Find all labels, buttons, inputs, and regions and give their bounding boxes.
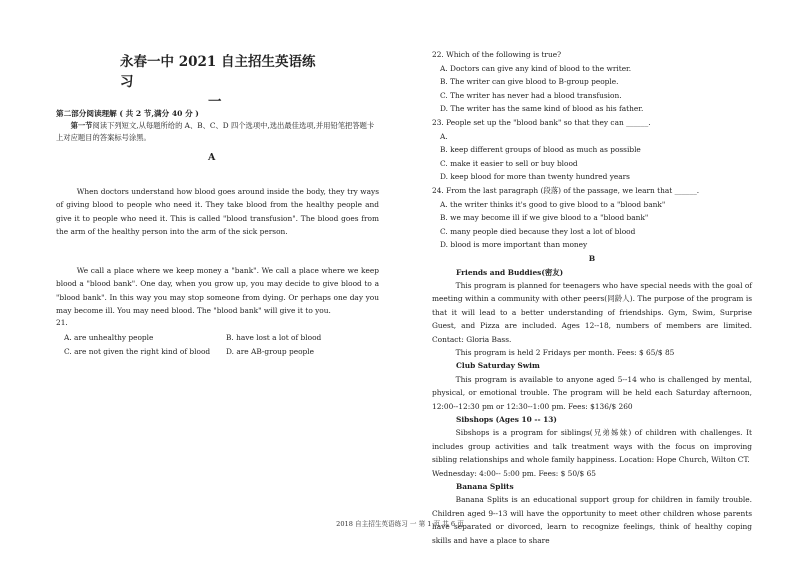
option: B. we may become ill if we give blood to a "blood bank": [440, 213, 649, 223]
program-friends-and-buddies: [432, 266, 752, 360]
program-heading: Banana Splits: [456, 482, 514, 491]
program-club-saturday-swim: [432, 359, 752, 413]
program-heading: Sibshops (Ages 10 -- 13): [456, 414, 557, 424]
option: A.: [440, 131, 448, 141]
question-stem: 22. Which of the following is true?: [432, 50, 562, 59]
program-sibshops: [432, 413, 752, 480]
passage-a-paragraph-1: When doctors understand how blood goes around inside the body, they try ways of giving blood to people who need it. They take blood from the healthy people and give it to people who need it. This is called "blood transfusion". The blood goes from the arm of the healthy person into the arm of the sick person.: [56, 187, 379, 237]
instruction-bold: 第一节: [70, 121, 93, 130]
program-heading: Friends and Buddies(密友): [456, 267, 564, 277]
options-row: [64, 345, 379, 359]
option-b: B. have lost a lot of blood: [226, 333, 322, 342]
program-body: This program is available to anyone aged 5--14 who is challenged by mental, physical, or emotional trouble. The program will be held each Saturday afternoon, 12:00--12:30 pm or 12:30--1:00 pm. Fees: $136/$ 260: [432, 374, 752, 411]
question-stem: 23. People set up the "blood bank" so that they can ______.: [432, 117, 651, 127]
question-21-options: [64, 331, 379, 359]
program-heading: Club Saturday Swim: [456, 361, 540, 371]
program-body: Banana Splits is an educational support group for children in family trouble. Children aged 9--13 will have the opportunity to meet other children whose parents have separated or divorced, learn to recognize feelings, think of healthy coping skills and have a place to share: [432, 495, 752, 545]
options-row: [64, 331, 379, 345]
question-23: [432, 116, 752, 184]
right-column: [432, 48, 752, 547]
section-instruction: [56, 120, 379, 144]
program-body: This program is planned for teenagers who have special needs with the goal of meeting within a community with other peers(同龄人). The purpose of the program is that it will lead to a better understanding of friendships. Gym, Swim, Surprise Guest, and Pizza are included. Ages 12--18, numbers of members are limited. Contact: Gloria Bass.: [432, 280, 752, 344]
program-banana-splits: [432, 480, 752, 547]
page-title: [120, 52, 320, 112]
passage-b-letter: B: [588, 253, 596, 263]
question-stem: 24. From the last paragraph (段落) of the passage, we learn that ______.: [432, 185, 700, 195]
title-line2: 一: [208, 94, 222, 110]
program-extra: This program is held 2 Fridays per month. Fees: $ 65/$ 85: [455, 347, 675, 357]
option: D. blood is more important than money: [440, 240, 588, 250]
program-schedule: Wednesday: 4:00-- 5:00 pm. Fees: $ 50/$ 65: [432, 468, 597, 478]
option: B. The writer can give blood to B-group people.: [440, 77, 619, 87]
passage-a-letter: A: [208, 152, 216, 163]
instruction-text: 阅读下列短文,从每题所给的 A、B、C、D 四个选项中,选出最佳选项,并用铅笔把答题卡上对应题目的答案标号涂黑。: [56, 121, 375, 142]
section-heading: 第二部分阅读理解 ( 共 2 节,满分 40 分 ): [56, 109, 199, 118]
option-a: A. are unhealthy people: [64, 333, 154, 342]
option: B. keep different groups of blood as much as possible: [440, 145, 641, 155]
question-24: [432, 184, 752, 252]
option: C. many people died because they lost a lot of blood: [440, 226, 636, 236]
option: D. keep blood for more than twenty hundred years: [440, 172, 630, 182]
option-d: D. are AB-group people: [226, 347, 315, 356]
option: C. make it easier to sell or buy blood: [440, 158, 578, 168]
passage-a-paragraph-2: We call a place where we keep money a "bank". We call a place where we keep blood a "blood bank". One day, when you grow up, you may decide to give blood to a "blood bank". In this way you may stop someone from dying. Or perhaps one day you may become ill. You may need blood. The "blood bank" will give it to you.: [56, 266, 379, 316]
page-footer: 2018 自主招生英语练习 一 第 1 页 共 6 页: [336, 520, 464, 528]
option-c: C. are not given the right kind of blood: [64, 347, 211, 356]
title-line1: 永春一中 2021 自主招生英语练习: [120, 54, 316, 90]
program-body: Sibshops is a program for siblings(兄弟姊妹) of children with challenges. It includes group activities and talk treatment ways with the focus on improving sibling relationships and whole family happiness. Location: Hope Church, Wilton CT.: [432, 428, 752, 465]
option: D. The writer has the same kind of blood as his father.: [440, 104, 644, 114]
option: A. the writer thinks it's good to give blood to a "blood bank": [440, 199, 666, 209]
option: A. Doctors can give any kind of blood to the writer.: [440, 63, 632, 73]
question-21-number: 21.: [56, 318, 68, 327]
question-22: [432, 48, 752, 116]
option: C. The writer has never had a blood transfusion.: [440, 90, 622, 100]
